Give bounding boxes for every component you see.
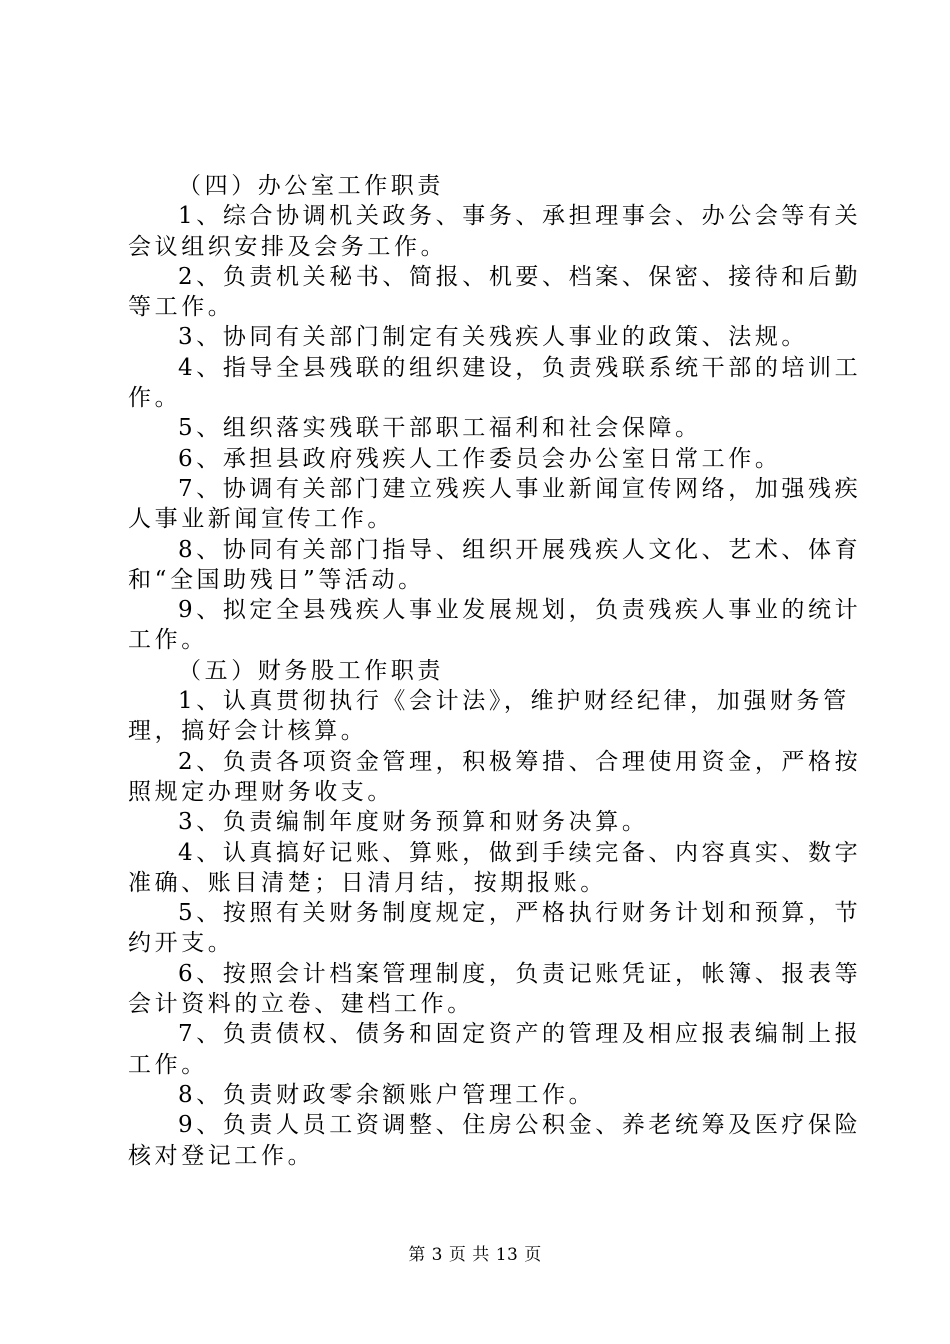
paragraph-line: 1、认真贯彻执行《会计法》，维护财经纪律，加强财务管 — [178, 688, 850, 715]
paragraph-line: 核对登记工作。 — [128, 1142, 315, 1169]
section-heading-finance-duties: （五）财务股工作职责 — [178, 657, 444, 684]
paragraph-line: 准确、账目清楚；日清月结，按期报账。 — [128, 869, 607, 896]
paragraph-line: 理，搞好会计核算。 — [128, 718, 368, 745]
paragraph-line: 8、协同有关部门指导、组织开展残疾人文化、艺术、体育 — [178, 536, 862, 563]
paragraph-line: 照规定办理财务收支。 — [128, 778, 394, 805]
paragraph-line: 工作。 — [128, 627, 208, 654]
paragraph-line: 6、承担县政府残疾人工作委员会办公室日常工作。 — [178, 445, 782, 472]
paragraph-line: 6、按照会计档案管理制度，负责记账凭证，帐簿、报表等 — [178, 960, 862, 987]
paragraph-line: 人事业新闻宣传工作。 — [128, 506, 394, 533]
paragraph-line: 5、组织落实残联干部职工福利和社会保障。 — [178, 415, 702, 442]
paragraph-line: 7、负责债权、债务和固定资产的管理及相应报表编制上报 — [178, 1021, 862, 1048]
paragraph-line: 5、按照有关财务制度规定，严格执行财务计划和预算，节 — [178, 900, 862, 927]
paragraph-line: 4、指导全县残联的组织建设，负责残联系统干部的培训工 — [178, 354, 862, 381]
paragraph-line: 1、综合协调机关政务、事务、承担理事会、办公会等有关 — [178, 203, 862, 230]
paragraph-line: 工作。 — [128, 1051, 208, 1078]
paragraph-line: 3、协同有关部门制定有关残疾人事业的政策、法规。 — [178, 324, 809, 351]
page-number-footer: 第 3 页 共 13 页 — [408, 1245, 542, 1265]
paragraph-line: 2、负责机关秘书、简报、机要、档案、保密、接待和后勤 — [178, 263, 862, 290]
paragraph-line: 8、负责财政零余额账户管理工作。 — [178, 1081, 596, 1108]
paragraph-line: 会议组织安排及会务工作。 — [128, 233, 448, 260]
document-body — [128, 171, 862, 1171]
paragraph-line: 等工作。 — [128, 294, 235, 321]
paragraph-line: 7、协调有关部门建立残疾人事业新闻宣传网络，加强残疾 — [178, 475, 862, 502]
paragraph-line: 9、拟定全县残疾人事业发展规划，负责残疾人事业的统计 — [178, 597, 862, 624]
paragraph-line: 约开支。 — [128, 930, 235, 957]
paragraph-line: 3、负责编制年度财务预算和财务决算。 — [178, 809, 649, 836]
paragraph-line: 4、认真搞好记账、算账，做到手续完备、内容真实、数字 — [178, 839, 862, 866]
paragraph-line: 会计资料的立卷、建档工作。 — [128, 991, 474, 1018]
paragraph-line: 和“全国助残日”等活动。 — [128, 566, 425, 593]
section-heading-office-duties: （四）办公室工作职责 — [178, 173, 444, 199]
paragraph-line: 作。 — [128, 385, 182, 412]
paragraph-line: 2、负责各项资金管理，积极筹措、合理使用资金，严格按 — [178, 748, 862, 775]
paragraph-line: 9、负责人员工资调整、住房公积金、养老统筹及医疗保险 — [178, 1112, 862, 1139]
